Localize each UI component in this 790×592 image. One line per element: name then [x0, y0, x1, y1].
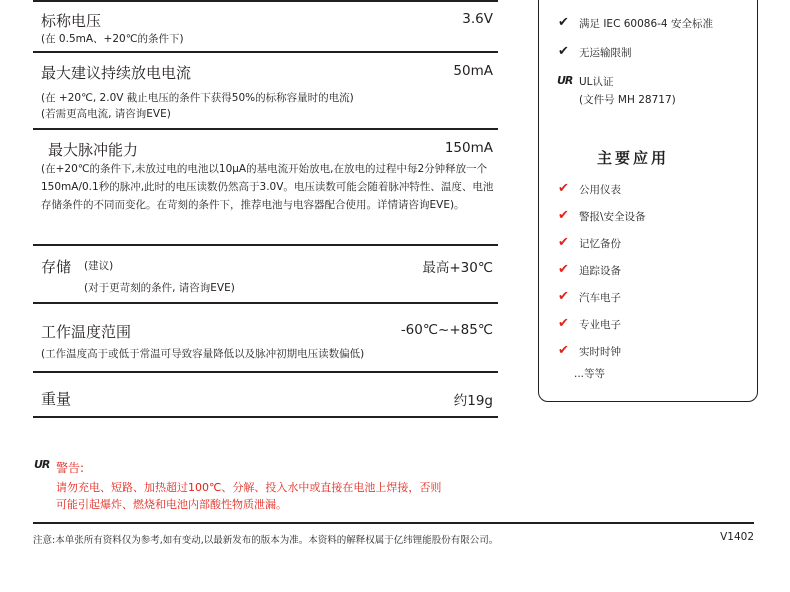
check-icon: ✔ — [558, 262, 569, 277]
max-current-note-1: (在 +20℃, 2.0V 截止电压的条件下获得50%的标称容量时的电流) — [41, 92, 354, 104]
max-current-note-2: (若需更高电流, 请咨询EVE) — [41, 108, 171, 120]
divider-1 — [33, 51, 498, 53]
divider-6 — [33, 416, 498, 418]
storage-title: 存储 — [41, 258, 72, 276]
check-icon: ✔ — [558, 181, 569, 196]
check-icon: ✔ — [558, 15, 569, 30]
storage-value: 最高+30℃ — [422, 260, 493, 276]
pulse-title: 最大脉冲能力 — [48, 141, 139, 159]
app-item-utility-meters: 公用仪表 — [579, 184, 621, 196]
check-icon: ✔ — [558, 289, 569, 304]
divider-3 — [33, 244, 498, 246]
app-item-professional: 专业电子 — [579, 319, 621, 331]
temp-note: (工作温度高于或低于常温可导致容量降低以及脉冲初期电压读数偏低) — [41, 348, 365, 360]
weight-value: 约19g — [453, 393, 493, 409]
check-icon: ✔ — [558, 316, 569, 331]
footer-disclaimer: 注意:本单张所有资料仅为参考,如有变动,以最新发布的版本为准。本资料的解释权属于亿纬锂能股份有限公司。 — [33, 535, 499, 546]
weight-title: 重量 — [41, 390, 72, 408]
ul-cert-label: UL认证 — [579, 76, 614, 88]
footer-divider — [33, 522, 754, 524]
apps-title: 主要应用 — [597, 149, 670, 167]
voltage-title: 标称电压 — [41, 12, 102, 30]
warning-heading: 警告: — [56, 461, 85, 475]
temp-title: 工作温度范围 — [41, 323, 132, 341]
check-icon: ✔ — [558, 208, 569, 223]
features-panel — [538, 0, 758, 402]
version-label: V1402 — [720, 531, 754, 543]
ul-file-number: (文件号 MH 28717) — [579, 94, 676, 106]
warning-line-2: 可能引起爆炸、燃烧和电池内部酸性物质泄漏。 — [56, 498, 287, 511]
max-current-value: 50mA — [453, 63, 493, 79]
app-item-alarm-security: 警报\安全设备 — [579, 211, 646, 223]
ul-warning-icon: UR — [34, 458, 50, 471]
app-item-automotive: 汽车电子 — [579, 292, 621, 304]
app-item-tracking: 追踪设备 — [579, 265, 621, 277]
divider-4 — [33, 302, 498, 304]
divider-top — [33, 0, 498, 2]
cert-item-iec: 满足 IEC 60086-4 安全标准 — [579, 18, 713, 30]
pulse-note: (在+20℃的条件下,未放过电的电池以10μA的基电流开始放电,在放电的过程中每2分钟释放一个150mA/0.1秒的脉冲,此时的电压读数仍然高于3.0V。电压读数可能会随着脉冲特性、温度、电池存储条件的不同而变化。在苛刻的条件下，推荐电池与电容器配合使用。详情请咨询EVE)。 — [41, 163, 494, 211]
temp-value: -60℃~+85℃ — [400, 322, 493, 338]
divider-5 — [33, 371, 498, 373]
storage-suggest: (建议) — [84, 260, 114, 272]
voltage-note: (在 0.5mA、+20℃的条件下) — [41, 33, 184, 45]
storage-note: (对于更苛刻的条件, 请咨询EVE) — [84, 282, 235, 294]
pulse-value: 150mA — [444, 140, 493, 156]
ul-recognized-icon: UR — [557, 74, 573, 87]
voltage-value: 3.6V — [462, 11, 493, 27]
divider-2 — [33, 128, 498, 130]
app-item-memory-backup: 记忆备份 — [579, 238, 621, 250]
check-icon: ✔ — [558, 343, 569, 358]
app-item-rtc: 实时时钟 — [579, 346, 621, 358]
apps-more: ...等等 — [574, 368, 606, 380]
warning-line-1: 请勿充电、短路、加热超过100℃、分解、投入水中或直接在电池上焊接，否则 — [56, 481, 442, 494]
check-icon: ✔ — [558, 44, 569, 59]
max-current-title: 最大建议持续放电电流 — [41, 64, 192, 82]
check-icon: ✔ — [558, 235, 569, 250]
cert-item-shipping: 无运输限制 — [579, 47, 632, 59]
